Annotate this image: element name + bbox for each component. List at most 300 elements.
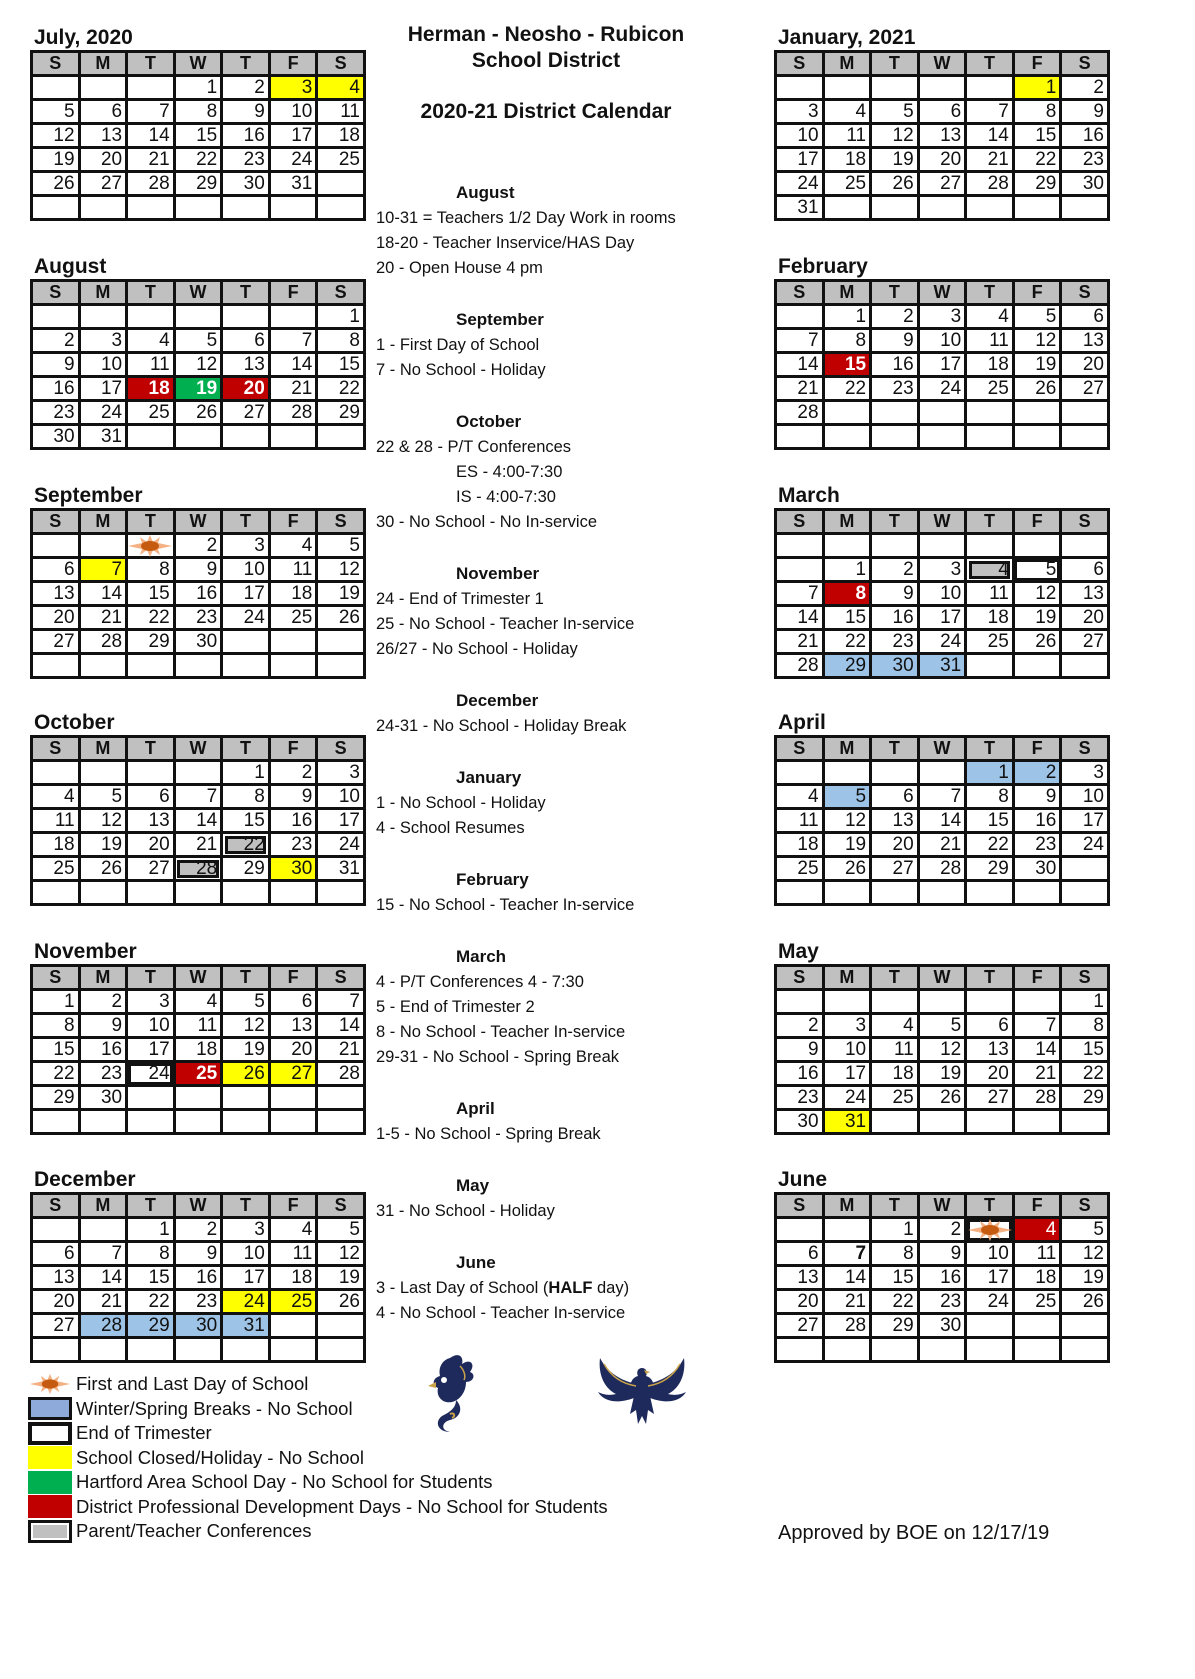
day-cell: 14: [79, 582, 127, 606]
empty-day-cell: [918, 990, 966, 1014]
day-cell: 12: [1013, 582, 1061, 606]
weekday-header: M: [823, 966, 871, 990]
day-cell: 12: [918, 1038, 966, 1062]
day-cell: 27: [32, 1314, 80, 1338]
day-cell: 5: [1013, 305, 1061, 329]
day-cell: 22: [871, 1290, 919, 1314]
weekday-header: M: [823, 737, 871, 761]
event-line: 24 - End of Trimester 1: [376, 590, 544, 608]
day-cell: 5: [79, 785, 127, 809]
event-month-heading: September: [456, 310, 544, 329]
week-row: [776, 148, 1109, 172]
weekday-header: W: [918, 510, 966, 534]
empty-day-cell: [918, 196, 966, 220]
week-row: [32, 148, 365, 172]
day-cell: 5: [317, 1218, 365, 1242]
weekday-header: S: [1061, 737, 1109, 761]
week-row: [32, 558, 365, 582]
weekday-header: S: [317, 281, 365, 305]
sun-icon: [966, 1218, 1014, 1242]
day-cell: 1: [1061, 990, 1109, 1014]
empty-day-cell: [79, 305, 127, 329]
weekday-header: F: [1013, 510, 1061, 534]
empty-day-cell: [776, 761, 824, 785]
day-cell: 26: [823, 857, 871, 881]
empty-day-cell: [1061, 196, 1109, 220]
empty-day-cell: [1061, 654, 1109, 678]
week-row: [32, 990, 365, 1014]
empty-day-cell: [79, 881, 127, 905]
event-month-heading: February: [456, 870, 529, 889]
empty-day-cell: [317, 425, 365, 449]
week-row: [32, 1242, 365, 1266]
day-cell: 4: [823, 100, 871, 124]
day-cell: 12: [1013, 329, 1061, 353]
month-title: April: [778, 711, 826, 734]
day-cell: 1: [966, 761, 1014, 785]
day-cell: 5: [918, 1014, 966, 1038]
day-cell: 16: [1061, 124, 1109, 148]
day-cell: 14: [918, 809, 966, 833]
day-cell: 15: [1013, 124, 1061, 148]
week-row: [776, 172, 1109, 196]
month-title: July, 2020: [34, 26, 133, 49]
day-cell: 23: [1061, 148, 1109, 172]
week-row: [776, 1242, 1109, 1266]
week-row: [32, 833, 365, 857]
weekday-header: F: [269, 1194, 317, 1218]
day-cell: 15: [823, 606, 871, 630]
day-cell: 31: [79, 425, 127, 449]
day-cell: 18: [776, 833, 824, 857]
week-row: [32, 1314, 365, 1338]
empty-day-cell: [127, 761, 175, 785]
day-cell: 30: [174, 630, 222, 654]
week-row: [32, 172, 365, 196]
event-line: 4 - No School - Teacher In-service: [376, 1304, 626, 1322]
day-cell: 7: [269, 329, 317, 353]
day-cell: 4: [269, 534, 317, 558]
day-cell: 23: [79, 1062, 127, 1086]
empty-day-cell: [823, 196, 871, 220]
day-cell: 4: [966, 305, 1014, 329]
week-row: [776, 353, 1109, 377]
day-cell: 4: [1013, 1218, 1061, 1242]
event-line: 8 - No School - Teacher In-service: [376, 1023, 626, 1041]
day-cell: 30: [79, 1086, 127, 1110]
day-cell: 14: [776, 353, 824, 377]
day-cell: 28: [317, 1062, 365, 1086]
day-cell: 3: [269, 76, 317, 100]
legend-label: Hartford Area School Day - No School for Students: [76, 1471, 493, 1493]
month-grid: [774, 508, 1110, 679]
month-calendar: [774, 484, 1110, 679]
day-cell: 16: [222, 124, 270, 148]
empty-day-cell: [32, 534, 80, 558]
day-cell: 11: [32, 809, 80, 833]
event-line: [376, 1276, 766, 1301]
day-cell: 6: [1061, 305, 1109, 329]
day-cell: 25: [174, 1062, 222, 1086]
day-cell: 21: [269, 377, 317, 401]
day-cell: 13: [269, 1014, 317, 1038]
event-emphasis: HALF: [548, 1279, 593, 1297]
day-cell: 6: [127, 785, 175, 809]
day-cell: 18: [823, 148, 871, 172]
day-cell: 26: [317, 606, 365, 630]
sun-icon: [26, 1373, 74, 1395]
day-cell: 16: [32, 377, 80, 401]
empty-day-cell: [222, 630, 270, 654]
day-cell: 24: [127, 1062, 175, 1086]
day-cell: 20: [127, 833, 175, 857]
month-grid: [30, 1192, 366, 1363]
event-line: 22 & 28 - P/T Conferences: [376, 438, 572, 456]
day-cell: 20: [269, 1038, 317, 1062]
day-cell: 10: [966, 1242, 1014, 1266]
day-cell: 22: [1013, 148, 1061, 172]
day-cell: 1: [127, 1218, 175, 1242]
day-cell: 24: [79, 401, 127, 425]
day-cell: 19: [317, 582, 365, 606]
empty-day-cell: [222, 1110, 270, 1134]
event-line: 1-5 - No School - Spring Break: [376, 1125, 601, 1143]
eagle-wings-logo: [594, 1354, 690, 1435]
empty-day-cell: [776, 558, 824, 582]
empty-day-cell: [174, 425, 222, 449]
day-cell: 8: [32, 1014, 80, 1038]
event-line: 18-20 - Teacher Inservice/HAS Day: [376, 234, 635, 252]
empty-day-cell: [966, 196, 1014, 220]
weekday-header: T: [127, 966, 175, 990]
day-cell: 13: [871, 809, 919, 833]
empty-day-cell: [174, 761, 222, 785]
week-row: [32, 1062, 365, 1086]
weekday-header: W: [918, 281, 966, 305]
weekday-header: T: [222, 510, 270, 534]
day-cell: 16: [918, 1266, 966, 1290]
month-calendar: [774, 26, 1110, 221]
day-cell: 13: [79, 124, 127, 148]
week-row: [32, 305, 365, 329]
day-cell: 19: [317, 1266, 365, 1290]
day-cell: 15: [871, 1266, 919, 1290]
empty-day-cell: [871, 990, 919, 1014]
event-month-heading: March: [456, 947, 507, 966]
district-name-line2: School District: [471, 49, 621, 72]
day-cell: 12: [79, 809, 127, 833]
empty-day-cell: [222, 1086, 270, 1110]
day-cell: 31: [269, 172, 317, 196]
empty-day-cell: [776, 425, 824, 449]
week-row: [32, 377, 365, 401]
weekday-header: W: [174, 52, 222, 76]
month-calendar: [774, 711, 1110, 906]
day-cell: 25: [966, 630, 1014, 654]
day-cell: 23: [918, 1290, 966, 1314]
month-calendar: [30, 484, 366, 679]
day-cell: 13: [918, 124, 966, 148]
week-row: [776, 377, 1109, 401]
event-line: 20 - Open House 4 pm: [376, 259, 543, 277]
day-cell: 7: [174, 785, 222, 809]
day-cell: 9: [918, 1242, 966, 1266]
week-row: [776, 329, 1109, 353]
empty-day-cell: [127, 196, 175, 220]
day-cell: 27: [871, 857, 919, 881]
empty-day-cell: [776, 1218, 824, 1242]
day-cell: 18: [174, 1038, 222, 1062]
empty-day-cell: [127, 1086, 175, 1110]
day-cell: 10: [918, 582, 966, 606]
day-cell: 17: [127, 1038, 175, 1062]
day-cell: 20: [79, 148, 127, 172]
day-cell: 27: [127, 857, 175, 881]
day-cell: 5: [1061, 1218, 1109, 1242]
month-calendar: [30, 255, 366, 450]
title-block: [376, 22, 766, 124]
day-cell: 6: [1061, 558, 1109, 582]
approval-note: Approved by BOE on 12/17/19: [778, 1522, 1050, 1544]
empty-day-cell: [966, 990, 1014, 1014]
empty-day-cell: [269, 881, 317, 905]
weekday-header: T: [222, 737, 270, 761]
day-cell: 26: [79, 857, 127, 881]
day-cell: 8: [222, 785, 270, 809]
day-cell: 22: [174, 148, 222, 172]
day-cell: 6: [871, 785, 919, 809]
month-title: August: [34, 255, 107, 278]
day-cell: 11: [269, 1242, 317, 1266]
day-cell: 22: [823, 630, 871, 654]
day-cell: 11: [1013, 1242, 1061, 1266]
day-cell: 10: [269, 100, 317, 124]
day-cell: 10: [776, 124, 824, 148]
empty-day-cell: [317, 172, 365, 196]
day-cell: 31: [222, 1314, 270, 1338]
day-cell: 14: [776, 606, 824, 630]
event-month-heading: May: [456, 1176, 490, 1195]
empty-day-cell: [222, 881, 270, 905]
empty-day-cell: [174, 881, 222, 905]
event-line: 10-31 = Teachers 1/2 Day Work in rooms: [376, 209, 676, 227]
month-grid: [774, 964, 1110, 1135]
day-cell: 21: [966, 148, 1014, 172]
day-cell: 10: [222, 558, 270, 582]
empty-day-cell: [871, 1110, 919, 1134]
weekday-header: F: [1013, 281, 1061, 305]
day-cell: 30: [776, 1110, 824, 1134]
day-cell: 28: [174, 857, 222, 881]
day-cell: 1: [174, 76, 222, 100]
legend-label: Parent/Teacher Conferences: [76, 1520, 312, 1542]
day-cell: 21: [1013, 1062, 1061, 1086]
month-title: March: [778, 484, 840, 507]
day-cell: 4: [317, 76, 365, 100]
week-row: [32, 329, 365, 353]
week-row: [32, 100, 365, 124]
day-cell: 19: [1061, 1266, 1109, 1290]
empty-day-cell: [1013, 1338, 1061, 1362]
empty-day-cell: [823, 1218, 871, 1242]
day-cell: 20: [1061, 353, 1109, 377]
day-cell: 9: [174, 558, 222, 582]
week-row: [776, 1314, 1109, 1338]
day-cell: 2: [776, 1014, 824, 1038]
weekday-header: M: [79, 737, 127, 761]
weekday-header: F: [269, 52, 317, 76]
day-cell: 17: [823, 1062, 871, 1086]
empty-day-cell: [871, 425, 919, 449]
empty-day-cell: [269, 425, 317, 449]
day-cell: 20: [776, 1290, 824, 1314]
week-row: [32, 1338, 365, 1362]
empty-day-cell: [317, 1110, 365, 1134]
empty-day-cell: [918, 401, 966, 425]
day-cell: 26: [1013, 377, 1061, 401]
empty-day-cell: [127, 76, 175, 100]
weekday-header: F: [269, 281, 317, 305]
weekday-header: F: [269, 510, 317, 534]
day-cell: 4: [966, 558, 1014, 582]
district-name-line1: Herman - Neosho - Rubicon: [407, 23, 685, 46]
gray-swatch: [28, 1520, 72, 1543]
empty-day-cell: [1013, 425, 1061, 449]
day-cell: 25: [1013, 1290, 1061, 1314]
empty-day-cell: [79, 534, 127, 558]
day-cell: 12: [317, 558, 365, 582]
week-row: [776, 305, 1109, 329]
month-grid: [30, 50, 366, 221]
event-line: 30 - No School - No In-service: [376, 513, 598, 531]
day-cell: 8: [317, 329, 365, 353]
weekday-header: S: [317, 52, 365, 76]
day-cell: 19: [32, 148, 80, 172]
empty-day-cell: [823, 1338, 871, 1362]
day-cell: 15: [222, 809, 270, 833]
day-cell: 19: [79, 833, 127, 857]
day-cell: 18: [871, 1062, 919, 1086]
day-cell: 10: [1061, 785, 1109, 809]
day-cell: 10: [918, 329, 966, 353]
day-cell: 19: [871, 148, 919, 172]
empty-day-cell: [776, 305, 824, 329]
empty-day-cell: [1061, 401, 1109, 425]
week-row: [776, 1086, 1109, 1110]
weekday-header: S: [1061, 1194, 1109, 1218]
day-cell: 7: [127, 100, 175, 124]
month-grid: [30, 279, 366, 450]
day-cell: 28: [823, 1314, 871, 1338]
day-cell: 22: [32, 1062, 80, 1086]
day-cell: 17: [918, 606, 966, 630]
day-cell: 28: [79, 1314, 127, 1338]
week-row: [32, 1110, 365, 1134]
day-cell: 22: [1061, 1062, 1109, 1086]
week-row: [776, 857, 1109, 881]
day-cell: 6: [776, 1242, 824, 1266]
week-row: [32, 654, 365, 678]
weekday-header: M: [79, 281, 127, 305]
empty-day-cell: [1061, 534, 1109, 558]
sun-icon: [28, 1373, 72, 1396]
week-row: [32, 1266, 365, 1290]
day-cell: 26: [32, 172, 80, 196]
day-cell: 27: [222, 401, 270, 425]
day-cell: 27: [269, 1062, 317, 1086]
week-row: [776, 881, 1109, 905]
day-cell: 25: [127, 401, 175, 425]
event-month-heading: December: [456, 691, 539, 710]
day-cell: 23: [222, 148, 270, 172]
day-cell: 12: [823, 809, 871, 833]
day-cell: 30: [269, 857, 317, 881]
day-cell: 11: [871, 1038, 919, 1062]
day-cell: 17: [269, 124, 317, 148]
day-cell: 1: [32, 990, 80, 1014]
day-cell: 18: [317, 124, 365, 148]
day-cell: 28: [79, 630, 127, 654]
week-row: [776, 1290, 1109, 1314]
day-cell: 17: [222, 582, 270, 606]
empty-day-cell: [32, 761, 80, 785]
day-cell: 19: [918, 1062, 966, 1086]
empty-day-cell: [1013, 654, 1061, 678]
day-cell: 21: [776, 377, 824, 401]
weekday-header: T: [222, 52, 270, 76]
week-row: [776, 76, 1109, 100]
event-line: IS - 4:00-7:30: [456, 488, 556, 506]
legend-label: School Closed/Holiday - No School: [76, 1446, 364, 1468]
day-cell: 27: [966, 1086, 1014, 1110]
week-row: [32, 1218, 365, 1242]
week-row: [776, 401, 1109, 425]
day-cell: 18: [966, 606, 1014, 630]
weekday-header: S: [317, 966, 365, 990]
empty-day-cell: [222, 654, 270, 678]
day-cell: 24: [317, 833, 365, 857]
weekday-header: M: [823, 1194, 871, 1218]
empty-day-cell: [32, 76, 80, 100]
empty-day-cell: [174, 1110, 222, 1134]
day-cell: 11: [823, 124, 871, 148]
day-cell: 20: [32, 606, 80, 630]
empty-day-cell: [1013, 534, 1061, 558]
empty-day-cell: [79, 761, 127, 785]
day-cell: 9: [1013, 785, 1061, 809]
empty-day-cell: [1013, 990, 1061, 1014]
weekday-header: M: [823, 281, 871, 305]
first-day-cell: [127, 534, 175, 558]
empty-day-cell: [966, 401, 1014, 425]
day-cell: 8: [871, 1242, 919, 1266]
day-cell: 9: [776, 1038, 824, 1062]
day-cell: 11: [966, 329, 1014, 353]
day-cell: 11: [269, 558, 317, 582]
legend: [28, 1372, 608, 1544]
empty-day-cell: [776, 1338, 824, 1362]
day-cell: 8: [127, 1242, 175, 1266]
empty-day-cell: [127, 881, 175, 905]
weekday-header: M: [823, 510, 871, 534]
month-grid: [30, 964, 366, 1135]
event-line: 1 - No School - Holiday: [376, 794, 546, 812]
empty-day-cell: [776, 76, 824, 100]
day-cell: 25: [32, 857, 80, 881]
day-cell: 25: [966, 377, 1014, 401]
yellow-swatch: [28, 1446, 72, 1469]
day-cell: 3: [317, 761, 365, 785]
